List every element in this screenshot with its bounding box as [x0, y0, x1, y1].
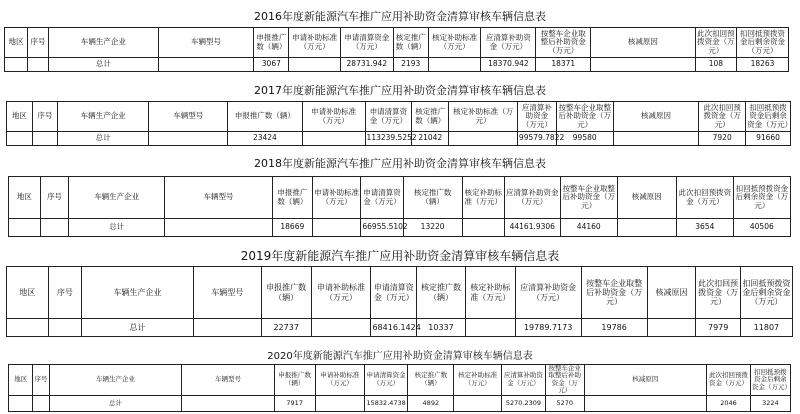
total-cell: 11807 [741, 319, 793, 337]
column-header: 核定补助标准（万元） [428, 28, 481, 58]
total-cell [462, 219, 504, 237]
column-header: 地区 [7, 267, 49, 319]
total-cell: 44161.9306 [504, 219, 560, 237]
total-cell: 7917 [274, 395, 315, 411]
column-header: 应清算补助资金（万元） [501, 365, 545, 396]
total-cell [428, 58, 481, 72]
total-cell: 10337 [417, 319, 466, 337]
column-header: 申请清算资金（万元） [365, 365, 408, 396]
header-row [7, 267, 793, 319]
table-block-2019 [0, 243, 800, 341]
column-header: 核减原因 [613, 102, 699, 132]
column-header: 序号 [28, 28, 49, 58]
total-cell [591, 58, 695, 72]
column-header: 地区 [9, 365, 33, 396]
total-cell [584, 395, 706, 411]
column-header: 核定补助标准（万元） [462, 177, 504, 219]
table-title: 2017年度新能源汽车推广应用补助资金清算审核车辆信息表 [254, 84, 546, 97]
total-row [9, 395, 791, 411]
table-block-2016 [0, 6, 800, 76]
table-title: 2018年度新能源汽车推广应用补助资金清算审核车辆信息表 [254, 157, 546, 170]
total-cell: 99579.7822 [517, 132, 556, 146]
column-header: 核减原因 [617, 177, 676, 219]
column-header: 按整车企业取整后补助资金（万元） [581, 267, 647, 319]
total-cell: 19789.7173 [515, 319, 581, 337]
column-header: 核定补助标准（万元） [454, 365, 501, 396]
table-title: 2020年度新能源汽车推广应用补助资金清算审核车辆信息表 [267, 351, 533, 362]
total-cell: 总计 [82, 319, 194, 337]
column-header: 此次扣回预拨资金（万元） [695, 28, 737, 58]
total-cell [7, 132, 33, 146]
column-header: 序号 [32, 102, 57, 132]
column-header: 按整车企业取整后补助资金（万元） [560, 177, 617, 219]
column-header: 核定推广数（辆） [403, 177, 462, 219]
column-header: 地区 [5, 28, 28, 58]
column-header: 核定补助标准（万元） [465, 267, 515, 319]
column-header: 此次扣回预拨资金（万元） [699, 102, 746, 132]
total-cell: 23424 [228, 132, 303, 146]
column-header: 核定推广数（辆） [412, 102, 449, 132]
column-header: 申报推广数（辆） [272, 177, 312, 219]
total-cell [613, 132, 699, 146]
header-row [9, 365, 791, 396]
total-cell: 总计 [49, 395, 181, 411]
total-cell: 5270 [545, 395, 584, 411]
column-header: 序号 [40, 177, 69, 219]
total-cell: 13220 [403, 219, 462, 237]
total-row [7, 132, 791, 146]
column-header: 此次扣回预拨资金（万元） [676, 177, 733, 219]
total-cell [454, 395, 501, 411]
column-header: 扣回抵预拨资金后剩余资金（万元） [741, 267, 793, 319]
column-header: 序号 [33, 365, 50, 396]
subsidy-table [8, 364, 791, 412]
total-cell [48, 319, 82, 337]
total-cell [32, 132, 57, 146]
column-header: 按整车企业取整后补助资金（万元） [536, 28, 591, 58]
column-header: 序号 [48, 267, 82, 319]
column-header: 车辆型号 [149, 102, 228, 132]
column-header: 核减原因 [647, 267, 696, 319]
column-header: 车辆型号 [158, 28, 254, 58]
table-block-2020 [0, 344, 800, 414]
total-cell [9, 395, 33, 411]
column-header: 核定推广数（辆） [393, 28, 428, 58]
column-header: 车辆生产企业 [48, 28, 158, 58]
column-header: 申报推广数（辆） [254, 28, 289, 58]
column-header: 申请补助标准（万元） [312, 177, 361, 219]
total-cell [449, 132, 518, 146]
table-block-2017 [0, 80, 800, 150]
subsidy-table [6, 266, 793, 337]
column-header: 应清算补助资金（万元） [517, 102, 556, 132]
total-cell: 113239.5252 [365, 132, 412, 146]
column-header: 应清算补助资金（万元） [515, 267, 581, 319]
total-row [9, 219, 791, 237]
total-cell: 18263 [737, 58, 789, 72]
column-header: 核定补助标准（万元） [449, 102, 518, 132]
total-cell: 108 [695, 58, 737, 72]
column-header: 申请清算资金（万元） [371, 267, 417, 319]
column-header: 核减原因 [591, 28, 695, 58]
column-header: 申请清算资金（万元） [365, 102, 412, 132]
total-cell [7, 319, 49, 337]
total-cell [5, 58, 28, 72]
total-cell [182, 395, 275, 411]
total-cell: 40506 [733, 219, 790, 237]
total-cell: 15832.4738 [365, 395, 408, 411]
column-header: 车辆型号 [182, 365, 275, 396]
total-cell: 18370.942 [481, 58, 536, 72]
column-header: 申报推广数（辆） [228, 102, 303, 132]
total-cell: 7979 [696, 319, 741, 337]
column-header: 按整车企业取整后补助资金（万元） [545, 365, 584, 396]
total-cell: 91660 [746, 132, 791, 146]
column-header: 地区 [7, 102, 33, 132]
column-header: 申请清算资金（万元） [361, 177, 403, 219]
total-cell: 总计 [57, 132, 149, 146]
table-block-2018 [0, 152, 800, 240]
total-cell: 22737 [261, 319, 311, 337]
column-header: 申报推广数（辆） [274, 365, 315, 396]
total-cell [312, 219, 361, 237]
column-header: 申请补助标准（万元） [302, 102, 365, 132]
total-cell: 66955.5102 [361, 219, 403, 237]
total-cell [40, 219, 69, 237]
column-header: 核减原因 [584, 365, 706, 396]
total-cell [165, 219, 273, 237]
total-cell [647, 319, 696, 337]
column-header: 申请清算资金（万元） [340, 28, 393, 58]
table-title: 2019年度新能源汽车推广应用补助资金清算审核车辆信息表 [240, 249, 560, 263]
column-header: 扣回抵预拨资金后剩余资金（万元） [751, 365, 791, 396]
total-cell [33, 395, 50, 411]
column-header: 扣回抵预拨资金后剩余资金（万元） [733, 177, 790, 219]
total-cell: 3654 [676, 219, 733, 237]
total-cell: 4892 [408, 395, 454, 411]
total-cell: 18669 [272, 219, 312, 237]
column-header: 此次扣回预拨资金（万元） [706, 365, 750, 396]
column-header: 申请补助标准（万元） [311, 267, 371, 319]
total-cell [158, 58, 254, 72]
header-row [9, 177, 791, 219]
column-header: 核定推广数（辆） [417, 267, 466, 319]
total-cell: 44160 [560, 219, 617, 237]
column-header: 按整车企业取整后补助资金（万元） [556, 102, 613, 132]
total-cell: 总计 [48, 58, 158, 72]
total-row [7, 319, 793, 337]
subsidy-table [6, 101, 791, 146]
total-row [5, 58, 789, 72]
total-cell [289, 58, 341, 72]
column-header: 地区 [9, 177, 41, 219]
total-cell: 21042 [412, 132, 449, 146]
total-cell: 5270.2309 [501, 395, 545, 411]
total-cell [9, 219, 41, 237]
total-cell [28, 58, 49, 72]
column-header: 申报推广数（辆） [261, 267, 311, 319]
column-header: 此次扣回预拨资金（万元） [696, 267, 741, 319]
total-cell: 2046 [706, 395, 750, 411]
total-cell: 总计 [69, 219, 165, 237]
total-cell [315, 395, 365, 411]
total-cell [617, 219, 676, 237]
total-cell: 99580 [556, 132, 613, 146]
column-header: 车辆型号 [165, 177, 273, 219]
header-row [7, 102, 791, 132]
total-cell: 7920 [699, 132, 746, 146]
column-header: 核定推广数（辆） [408, 365, 454, 396]
table-title: 2016年度新能源汽车推广应用补助资金清算审核车辆信息表 [254, 10, 546, 23]
total-cell: 28731.942 [340, 58, 393, 72]
column-header: 申请补助标准（万元） [315, 365, 365, 396]
total-cell: 3224 [751, 395, 791, 411]
subsidy-table [8, 176, 791, 237]
total-cell: 3067 [254, 58, 289, 72]
column-header: 应清算补助资金（万元） [504, 177, 560, 219]
column-header: 扣回抵预拨资金后剩余资金（万元） [737, 28, 789, 58]
total-cell: 68416.1424 [371, 319, 417, 337]
column-header: 扣回抵预拨资金后剩余资金（万元） [746, 102, 791, 132]
column-header: 车辆生产企业 [49, 365, 181, 396]
column-header: 车辆型号 [193, 267, 261, 319]
total-cell [302, 132, 365, 146]
column-header: 车辆生产企业 [69, 177, 165, 219]
total-cell: 18371 [536, 58, 591, 72]
total-cell [311, 319, 371, 337]
total-cell: 19786 [581, 319, 647, 337]
total-cell: 2193 [393, 58, 428, 72]
total-cell [465, 319, 515, 337]
column-header: 车辆生产企业 [57, 102, 149, 132]
header-row [5, 28, 789, 58]
column-header: 应清算补助资金（万元） [481, 28, 536, 58]
column-header: 申请补助标准（万元） [289, 28, 341, 58]
total-cell [193, 319, 261, 337]
total-cell [149, 132, 228, 146]
subsidy-table [4, 27, 789, 72]
column-header: 车辆生产企业 [82, 267, 194, 319]
